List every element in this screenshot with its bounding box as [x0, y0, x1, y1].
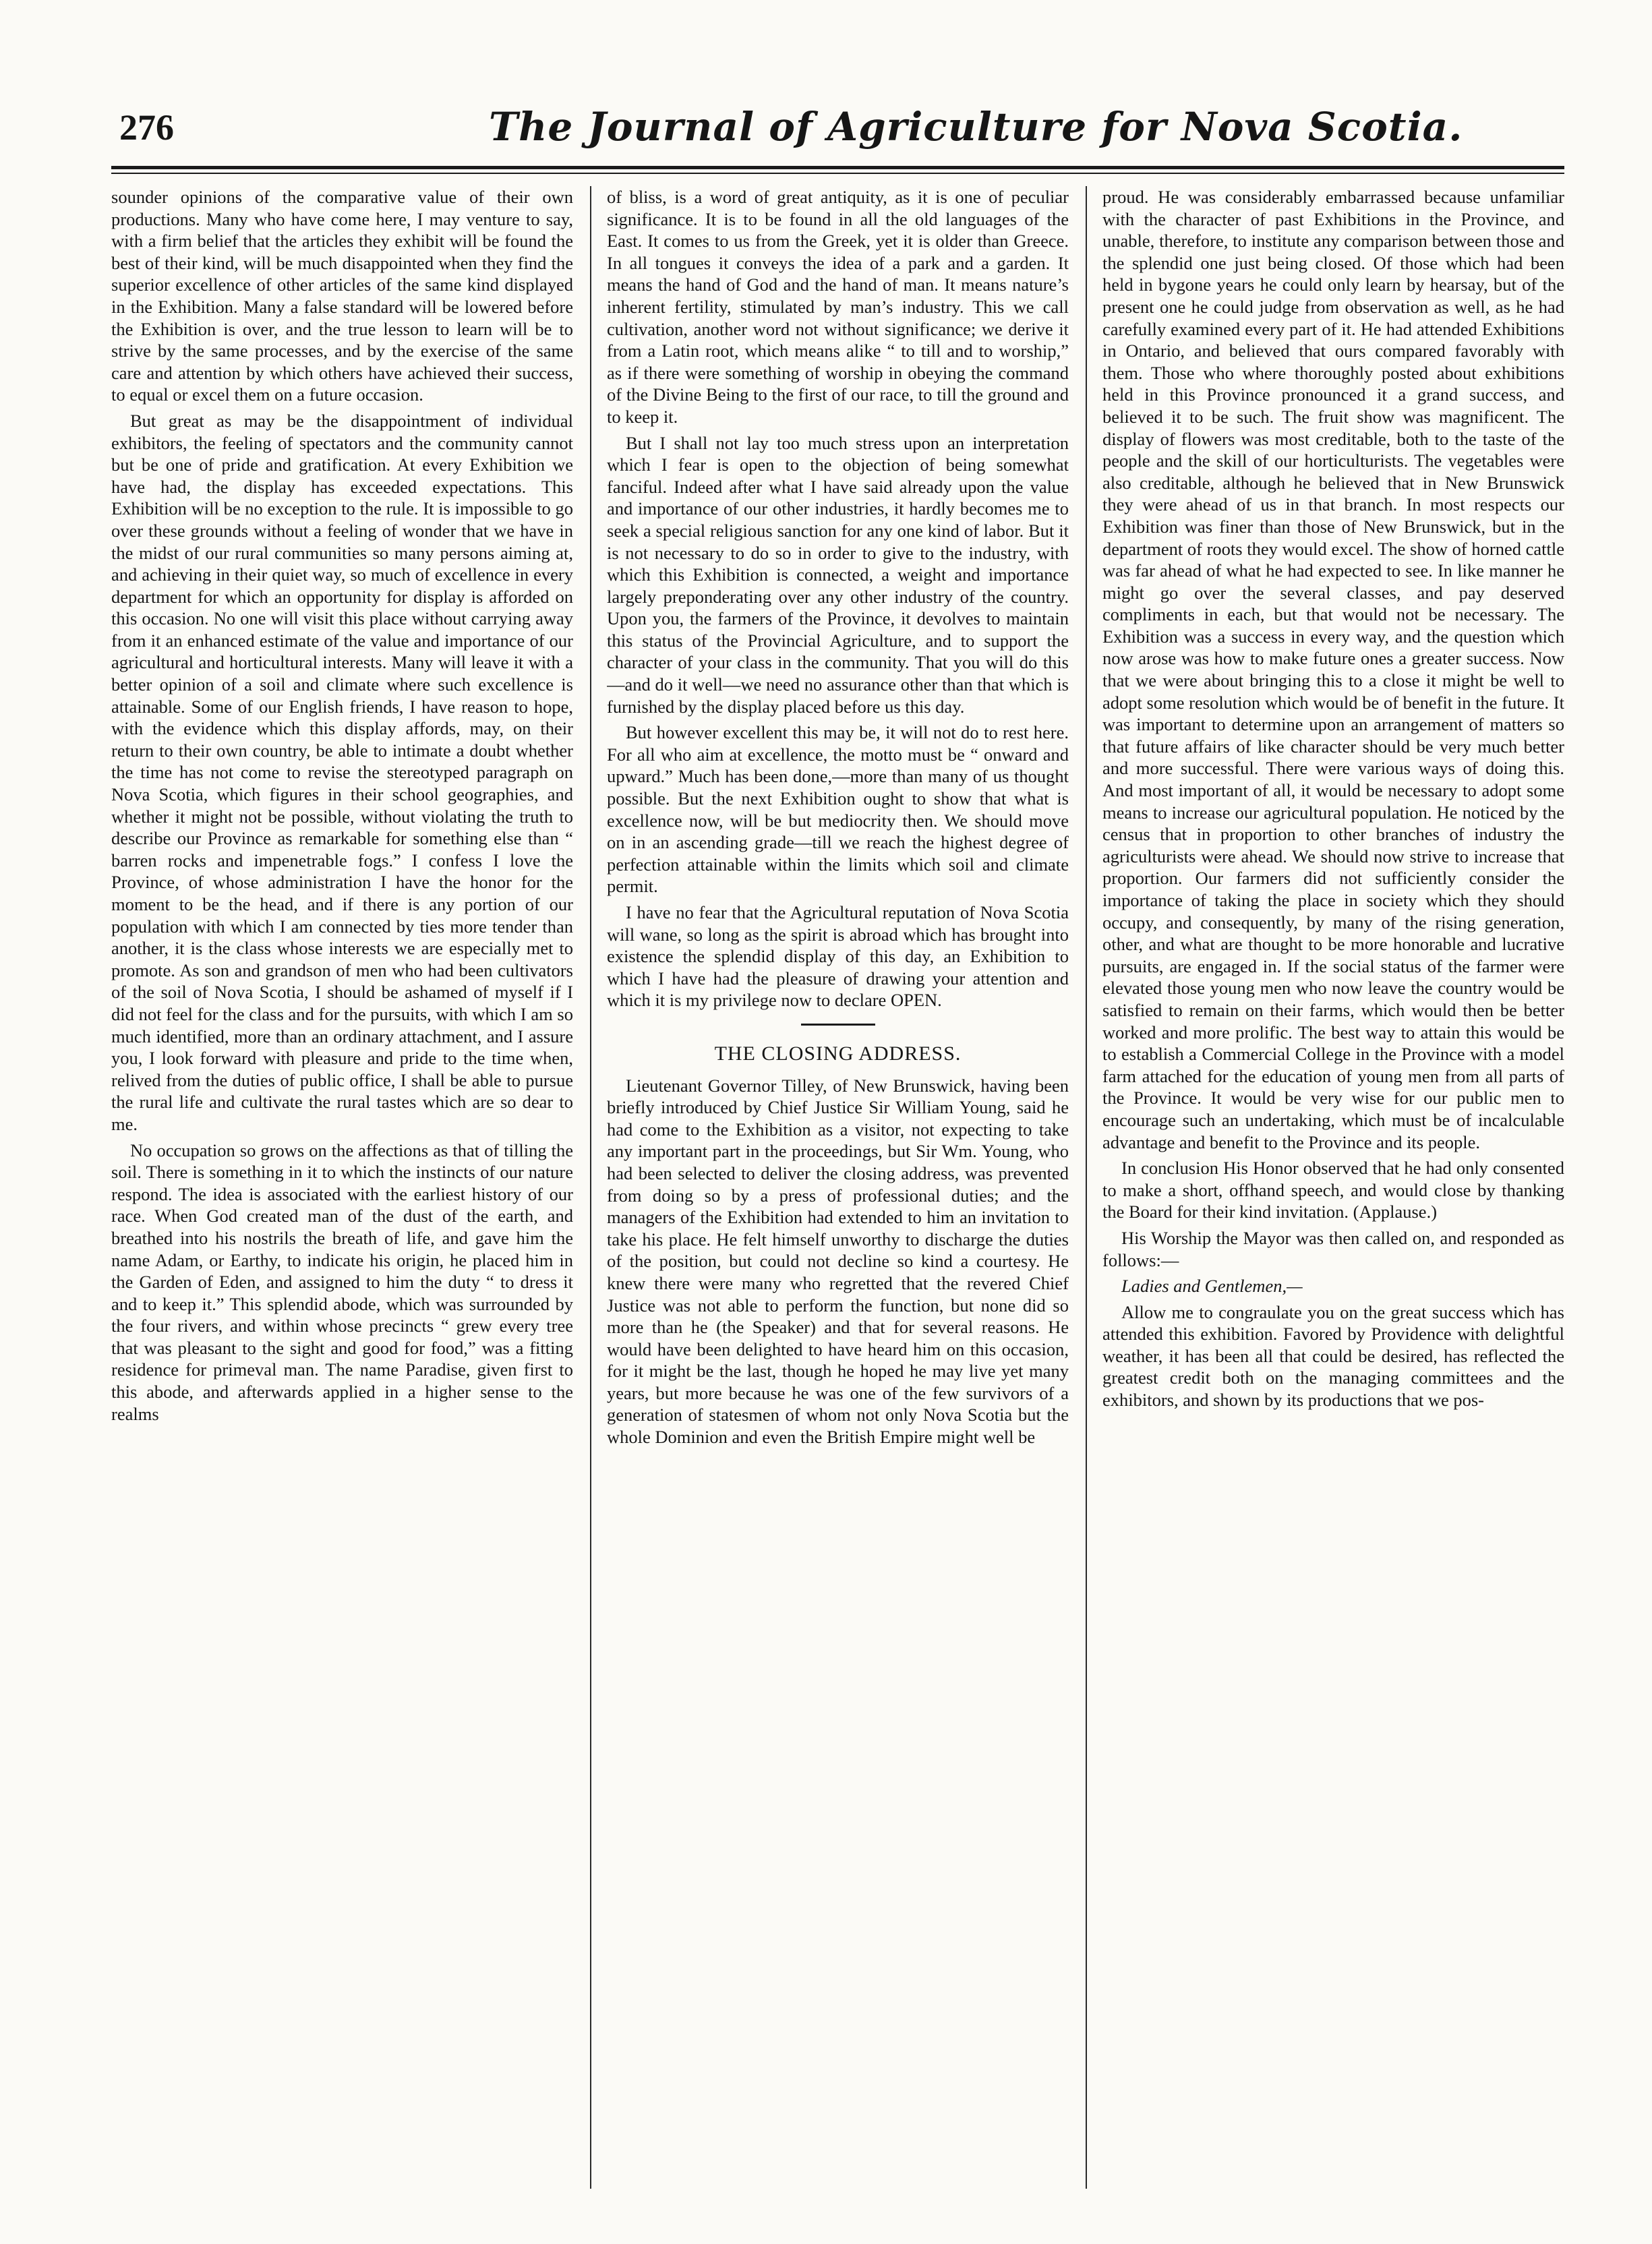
column-3-paragraph: Allow me to congraulate you on the great success which has attended this exhibition. Favored by Providence with delightful weather, it has been all that could be desired, has reflected the greatest credit both on the managing committees and the exhibitors, and shown by its productions that we pos- — [1102, 1301, 1564, 1411]
header-rule-thin — [111, 173, 1564, 174]
column-2-paragraph: But I shall not lay too much stress upon an interpretation which I fear is open to the objection of being somewhat fanciful. Indeed after what I have said already upon the value and importance of our other industries, it hardly becomes me to seek a special religious sanction for any one kind of labor. But it is not necessary to do so in order to give to the industry, with which this Exhibition is connected, a weight and importance largely preponderating over any other industry of the country. Upon you, the farmers of the Province, it devolves to maintain this status of the Provincial Agriculture, and to support the character of your class in the community. That you will do this—and do it well—we need no assurance other than that which is furnished by the display placed before us this day. — [607, 432, 1069, 717]
section-heading: THE CLOSING ADDRESS. — [714, 1042, 962, 1065]
column-2-paragraph: But however excellent this may be, it will not do to rest here. For all who aim at excellence, the motto must be “ onward and upward.” Much has been done,—more than many of us thought possible. But the next Exhibition ought to show that what is excellence now, will be but mediocrity then. We should move on in an ascending grade—till we reach the highest degree of perfection attainable within the limits which soil and climate permit. — [607, 722, 1069, 897]
column-2-paragraph: I have no fear that the Agricultural reputation of Nova Scotia will wane, so long as the spirit is abroad which has brought into existence the splendid display of this day, an Exhibition to which I have had the pleasure of drawing your attention and which it is my privilege now to declare OPEN. — [607, 902, 1069, 1011]
page-header — [111, 101, 1564, 165]
column-1 — [111, 186, 573, 2192]
journal-title: The Journal of Agriculture for Nova Scotia. — [489, 104, 1463, 150]
column-1-paragraph: sounder opinions of the comparative value of their own productions. Many who have come here, I may venture to say, with a firm belief that the articles they exhibit will be found the best of their kind, will be much disappointed when they find the superior excellence of other articles of the same kind displayed in the Exhibition. Many a false standard will be lowered before the Exhibition is over, and the true lesson to learn will be to strive by the same processes, and by the exercise of the same care and attention by which others have achieved their success, to equal or excel them on a future occasion. — [111, 187, 573, 405]
column-divider-2 — [1086, 186, 1087, 2189]
column-3 — [1102, 186, 1564, 2192]
salutation: Ladies and Gentlemen,— — [1121, 1276, 1303, 1297]
column-2-paragraph: of bliss, is a word of great antiquity, as it is one of peculiar significance. It is to be found in all the old languages of the East. It comes to us from the Greek, yet it is older than Greece. In all tongues it conveys the idea of a park and a garden. It means the hand of God and the hand of man. It means nature’s inherent fertility, stimulated by man’s industry. This we call cultivation, another word not without significance; we derive it from a Latin root, which means alike “ to till and to worship,” as if there were something of worship in obeying the command of the Divine Being to the first of our race, to till the ground and to keep it. — [607, 187, 1069, 427]
header-rule-thick — [111, 166, 1564, 169]
column-3-paragraph: In conclusion His Honor observed that he had only consented to make a short, offhand speech, and would close by thanking the Board for their kind invitation. (Applause.) — [1102, 1158, 1564, 1222]
column-divider-1 — [590, 186, 591, 2189]
journal-page — [111, 101, 1564, 2198]
column-3-paragraph: His Worship the Mayor was then called on, and responded as follows:— — [1102, 1227, 1564, 1270]
page-number: 276 — [119, 107, 174, 148]
column-2-paragraph: Lieutenant Governor Tilley, of New Brunswick, having been briefly introduced by Chief Justice Sir William Young, said he had come to the Exhibition as a visitor, not expecting to take any important part in the proceedings, but Sir Wm. Young, who had been selected to deliver the closing address, was prevented from doing so by a press of professional duties; and the managers of the Exhibition had extended to him an invitation to take his place. He felt himself unworthy to discharge the duties of the position, but could not decline so kind a courtesy. He knew there were many who regretted that the revered Chief Justice was not able to perform the function, but none did so more than he (the Speaker) and that for several reasons. He would have been delighted to have heard him on this occasion, for it might be the last, though he hoped he may live yet many years, but more because he was one of the few survivors of a generation of statesmen of whom not only Nova Scotia but the whole Dominion and even the British Empire might well be — [607, 1075, 1069, 1448]
column-1-paragraph: But great as may be the disappointment of individual exhibitors, the feeling of spectators and the community cannot but be one of pride and gratification. At every Exhibition we have had, the display has exceeded expectations. This Exhibition will be no exception to the rule. It is impossible to go over these grounds without a feeling of wonder that we have in the midst of our rural communities so many persons aiming at, and achieving in their quiet way, so much of excellence in every department for which an opportunity for display is afforded on this occasion. No one will visit this place without carrying away from it an enhanced estimate of the value and importance of our agricultural and horticultural interests. Many will leave it with a better opinion of a soil and climate where such excellence is attainable. Some of our English friends, I have reason to hope, with the evidence which this display affords, may, on their return to their own country, be able to intimate a doubt whether the time has not come to revise the stereotyped paragraph on Nova Scotia, which figures in their school geographies, and whether it might not be possible, without violating the truth to describe our Province as remarkable for something else than “ barren rocks and impenetrable fogs.” I confess I love the Province, of whose administration I have the honor for the moment to be the head, and if there is any portion of our population with which I am connected by ties more tender than another, it is the class whose interests we are especially met to promote. As son and grandson of men who had been cultivators of the soil of Nova Scotia, I should be ashamed of myself if I did not feel for the class and for the pursuits, with which I am so much identified, more than an ordinary attachment, and I assure you, I look forward with pleasure and pride to the time when, relived from the duties of public office, I shall be able to pursue the rural life and cultivate the rural tastes which are so dear to me. — [111, 410, 573, 1134]
column-3-paragraph: proud. He was considerably embarrassed because unfamiliar with the character of past Exhibitions in the Province, and unable, therefore, to institute any comparison between those and the splendid one just being closed. Of those which had been held in bygone years he could only learn by hearsay, but of the present one he could judge from observation as well, as he had carefully examined every part of it. He had attended Exhibitions in Ontario, and believed that ours compared favorably with them. Those who where thoroughly posted about exhibitions held in this Province pronounced it a grand success, and believed it to be such. The fruit show was magnificent. The display of flowers was most creditable, both to the taste of the people and the skill of our horticulturists. The vegetables were also creditable, although he believed that in New Brunswick they were ahead of us in that branch. In most respects our Exhibition was finer than those of New Brunswick, but in the department of roots they would excel. The show of horned cattle was far ahead of what he had expected to see. In like manner he might go over the several classes, and pay deserved compliments in each, but that would not be necessary. The Exhibition was a success in every way, and the question which now arose was how to make future ones a greater success. Now that we were about bringing this to a close it might be well to adopt some resolution which would be of benefit in the future. It was important to determine upon an arrangement of matters so that future affairs of like character should be very much better and more successful. There were various ways of doing this. And most important of all, it would be necessary to adopt some means to increase our agricultural population. He noticed by the census that in proportion to other branches of industry the agriculturists were ahead. We should now strive to increase that proportion. Our farmers did not sufficiently consider the importance of taking the place in society which they should occupy, and consequently, by many of the rising generation, other, and what are thought to be more honorable and lucrative pursuits, are engaged in. If the social status of the farmer were elevated those young men who now leave the country would be satisfied to remain on their farms, which would then be better worked and more prolific. The best way to attain this would be to establish a Commercial College in the Province with a model farm attached for the education of young men from all parts of the Province. It would be very wise for our public men to encourage such an undertaking, which must be of incalculable advantage and benefit to the Province and its people. — [1102, 187, 1564, 1152]
section-divider-rule — [801, 1024, 875, 1026]
column-2 — [607, 186, 1069, 2192]
column-1-paragraph: No occupation so grows on the affections as that of tilling the soil. There is something in it to which the instincts of our nature respond. The idea is associated with the earliest history of our race. When God created man of the dust of the earth, and breathed into his nostrils the breath of life, and gave him the name Adam, or Earthy, to indicate his origin, he placed him in the Garden of Eden, and assigned to him the duty “ to dress it and to keep it.” This splendid abode, which was surrounded by the four rivers, and within whose precincts “ grew every tree that was pleasant to the sight and good for food,” was a fitting residence for primeval man. The name Paradise, given first to this abode, and afterwards applied in a higher sense to the realms — [111, 1140, 573, 1424]
